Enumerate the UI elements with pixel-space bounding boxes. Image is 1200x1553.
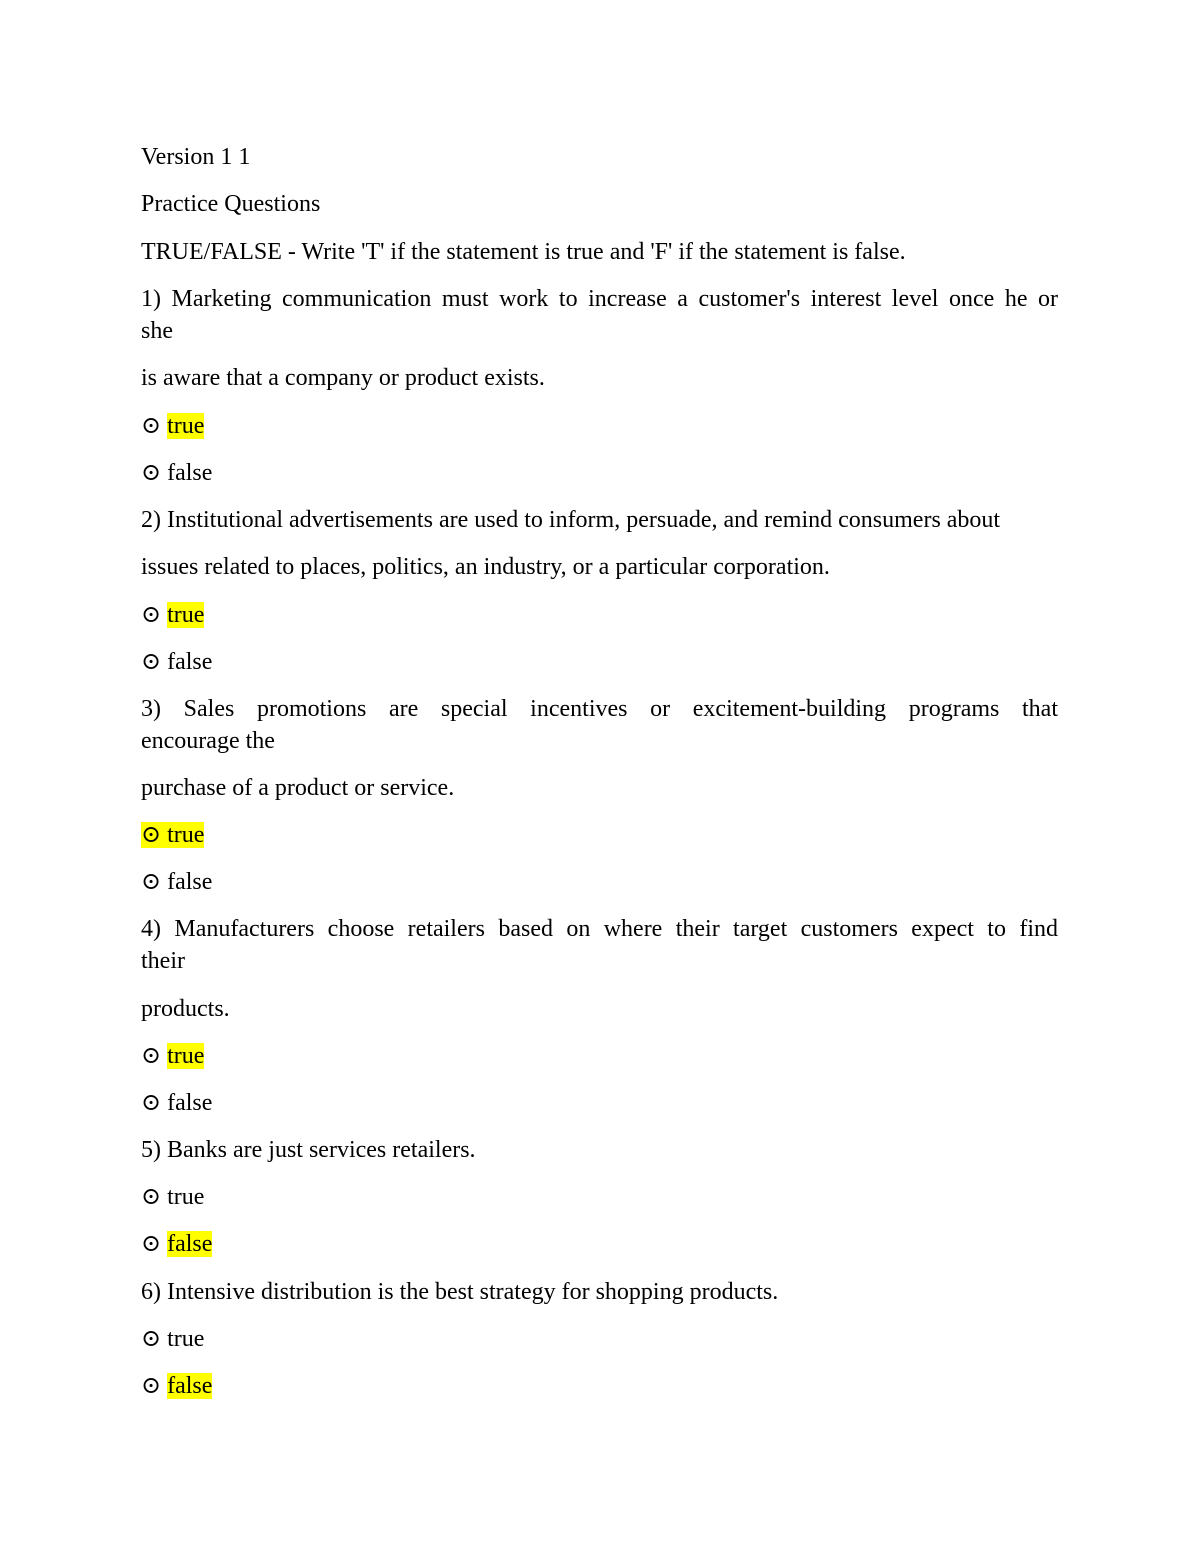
question-6-text: 6) Intensive distribution is the best strategy for shopping products. (141, 1279, 779, 1305)
option-label: true (167, 602, 205, 628)
question-5-option-true[interactable] (141, 1182, 204, 1213)
radio-icon: ⊙ (141, 1326, 162, 1352)
option-label: true (167, 413, 205, 439)
question-6-option-true[interactable] (141, 1324, 204, 1355)
radio-icon: ⊙ (141, 1184, 162, 1210)
question-4-option-false[interactable] (141, 1088, 212, 1119)
instructions: TRUE/FALSE - Write 'T' if the statement is true and 'F' if the statement is false. (141, 239, 906, 265)
question-3-text: 3) Sales promotions are special incentives or excitement-building programs that (141, 696, 1058, 722)
option-label: true (167, 822, 205, 848)
radio-icon: ⊙ (141, 822, 162, 848)
question-3-text-cont: purchase of a product or service. (141, 775, 455, 801)
question-2-text-cont: issues related to places, politics, an industry, or a particular corporation. (141, 554, 830, 580)
option-label: true (167, 1184, 205, 1210)
option-label: true (167, 1326, 205, 1352)
question-1-text-cont: is aware that a company or product exists. (141, 365, 545, 391)
question-3-option-true[interactable] (141, 820, 204, 851)
radio-icon: ⊙ (141, 869, 162, 895)
radio-icon: ⊙ (141, 413, 162, 439)
question-1-text-wrap: she (141, 318, 173, 344)
radio-icon: ⊙ (141, 460, 162, 486)
option-label: false (167, 460, 213, 486)
question-1-option-false[interactable] (141, 458, 212, 489)
radio-icon: ⊙ (141, 1043, 162, 1069)
question-4-option-true[interactable] (141, 1041, 204, 1072)
option-label: false (167, 1373, 213, 1399)
option-label: false (167, 1231, 213, 1257)
question-3-text-wrap: encourage the (141, 728, 275, 754)
question-2-option-false[interactable] (141, 647, 212, 678)
page-subtitle: Practice Questions (141, 191, 321, 217)
question-2-text: 2) Institutional advertisements are used to inform, persuade, and remind consumers about (141, 507, 1001, 533)
question-6-option-false[interactable] (141, 1371, 212, 1402)
option-label: true (167, 1043, 205, 1069)
question-5-text: 5) Banks are just services retailers. (141, 1137, 476, 1163)
option-label: false (167, 649, 213, 675)
question-1-option-true[interactable] (141, 411, 204, 442)
question-2-option-true[interactable] (141, 600, 204, 631)
question-4-text: 4) Manufacturers choose retailers based on where their target customers expect to find (141, 916, 1058, 942)
radio-icon: ⊙ (141, 602, 162, 628)
radio-icon: ⊙ (141, 1090, 162, 1116)
option-label: false (167, 869, 213, 895)
option-label: false (167, 1090, 213, 1116)
question-4-text-cont: products. (141, 996, 230, 1022)
question-4-text-wrap: their (141, 948, 185, 974)
question-5-option-false[interactable] (141, 1229, 212, 1260)
version-label: Version 1 1 (141, 144, 251, 170)
question-1-text: 1) Marketing communication must work to increase a customer's interest level once he or (141, 286, 1058, 312)
radio-icon: ⊙ (141, 1373, 162, 1399)
question-3-option-false[interactable] (141, 867, 212, 898)
radio-icon: ⊙ (141, 1231, 162, 1257)
radio-icon: ⊙ (141, 649, 162, 675)
